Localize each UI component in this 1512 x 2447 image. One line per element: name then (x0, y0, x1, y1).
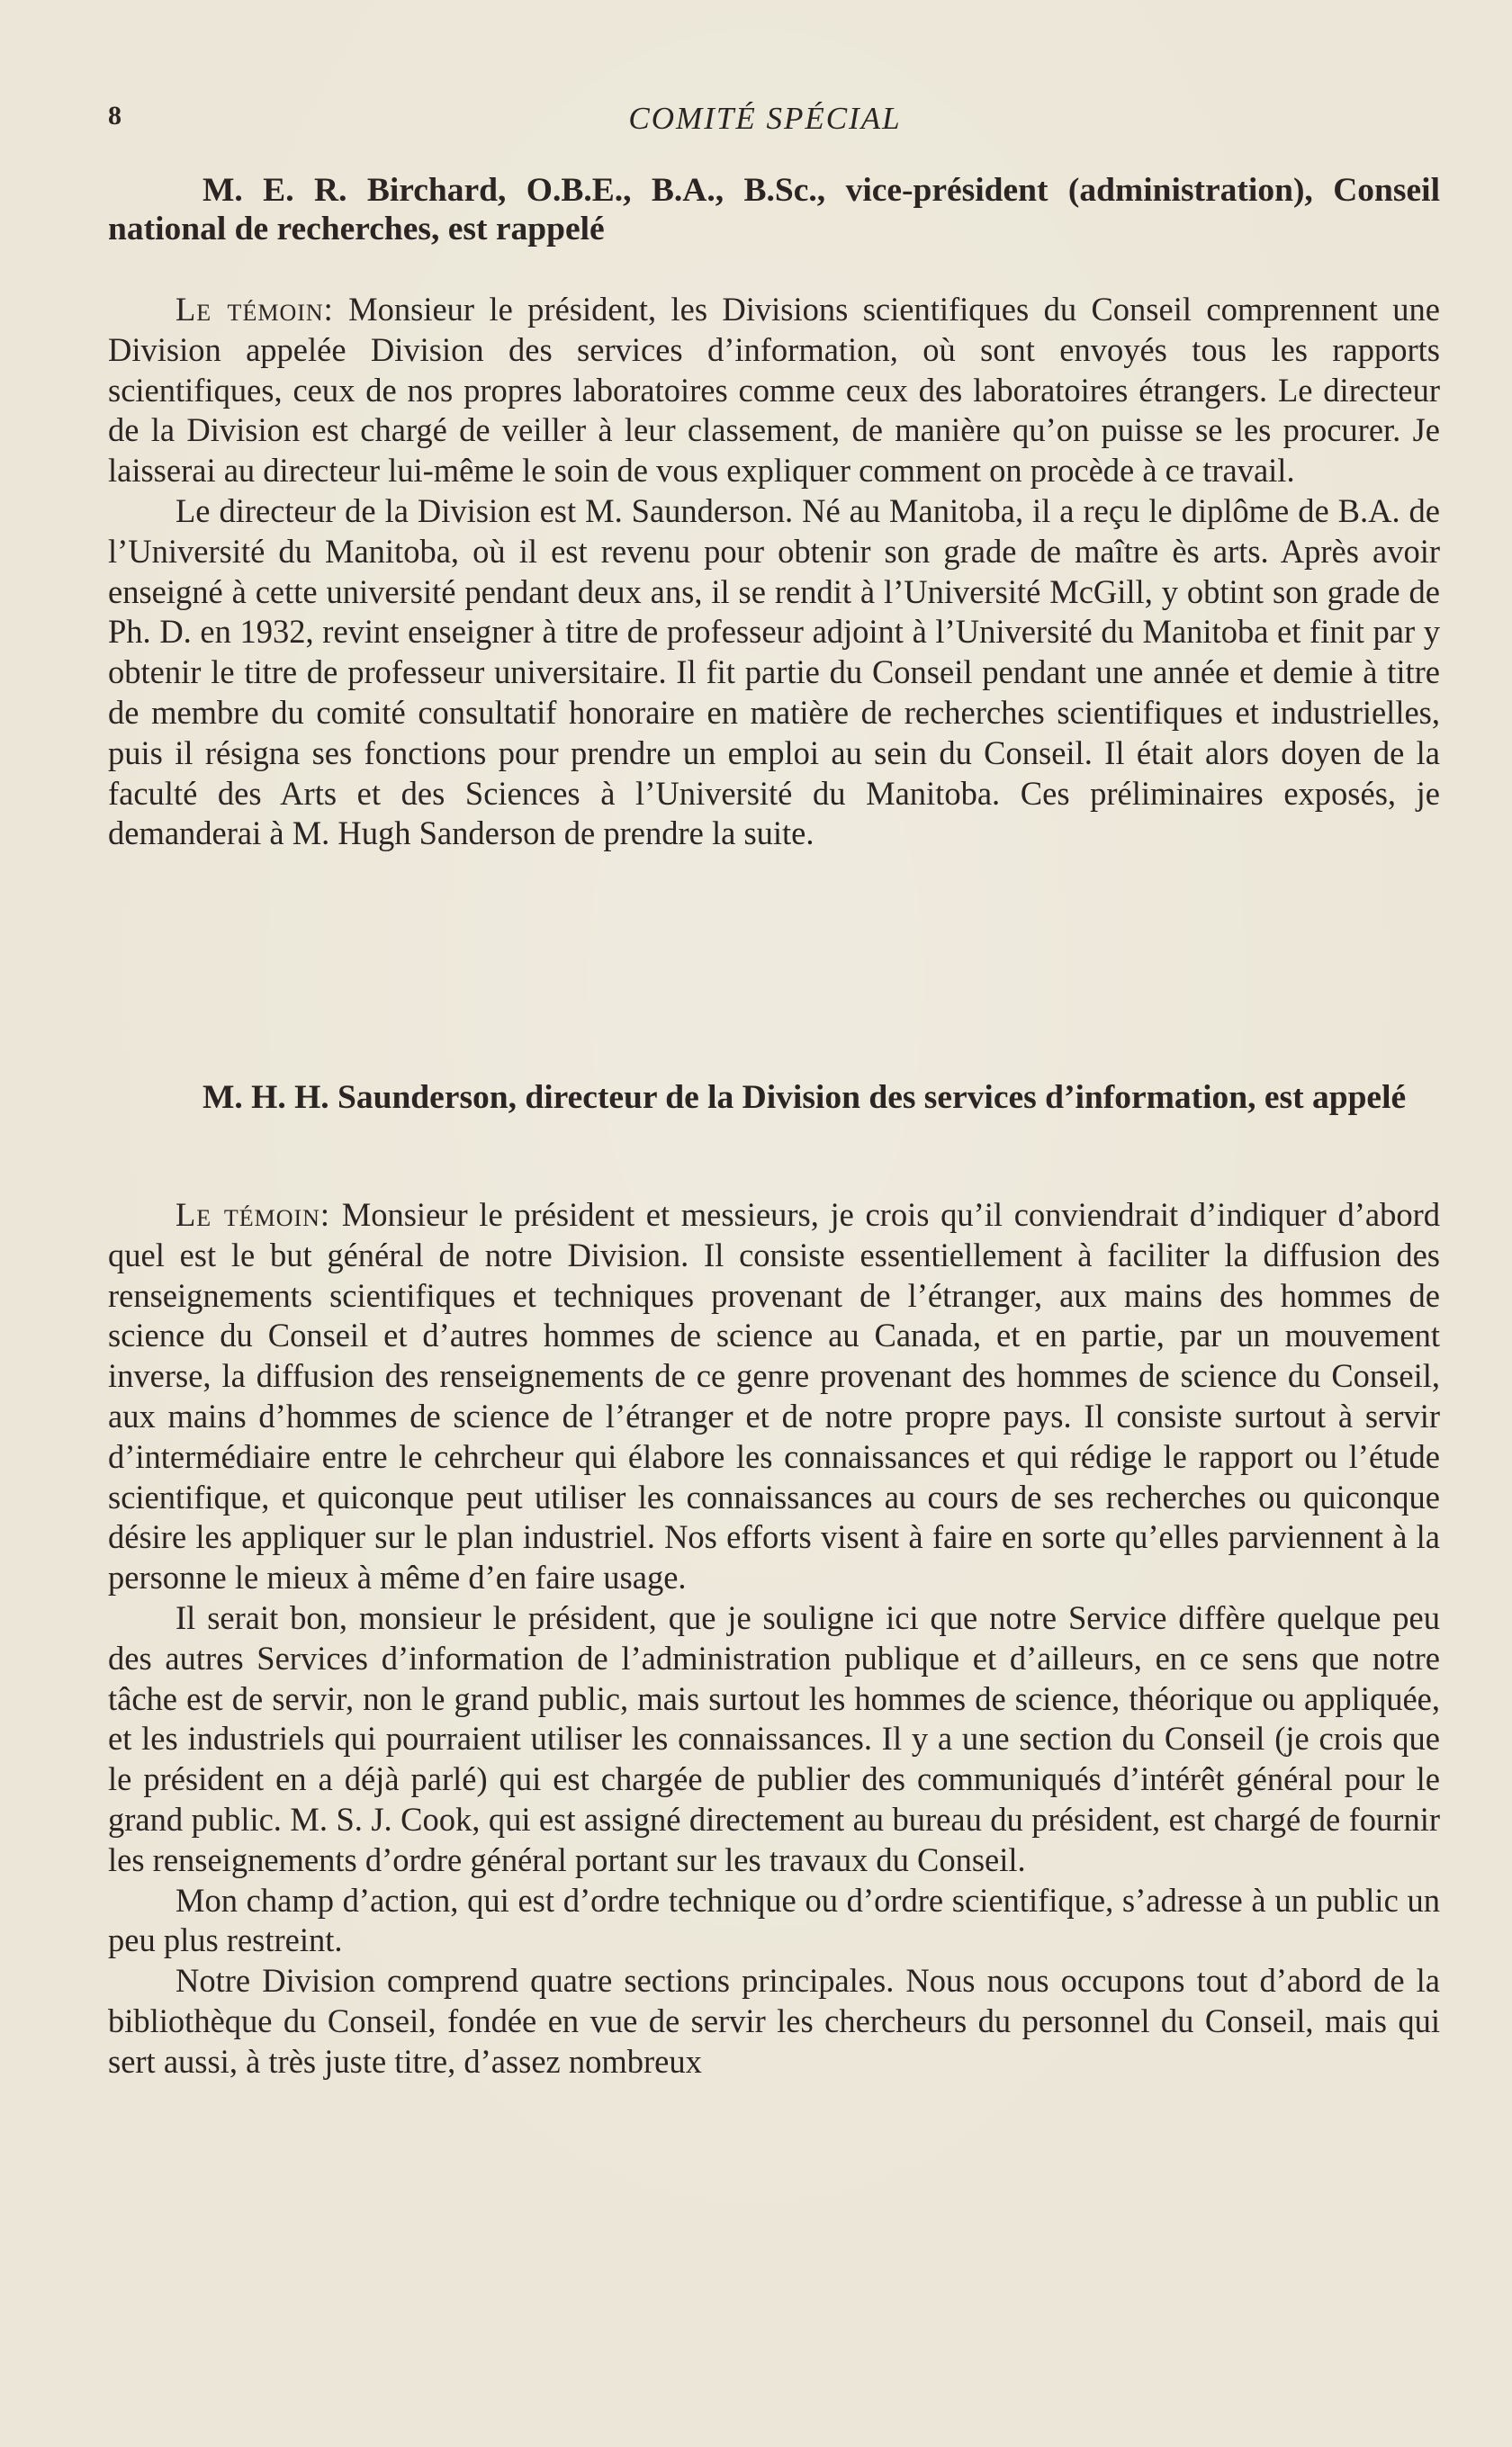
testimony-saunderson (108, 1195, 1440, 2083)
witness-heading-saunderson: M. H. H. Saunderson, directeur de la Division des services d’information, est appelé (202, 1079, 1407, 1116)
paragraph (108, 1195, 1440, 1598)
page-number: 8 (108, 101, 122, 130)
witness-heading-birchard: M. E. R. Birchard, O.B.E., B.A., B.Sc., vice-président (administration), Conseil national de recherches, est rappelé (108, 172, 1440, 247)
page-header (108, 101, 1422, 137)
paragraph: Le directeur de la Division est M. Saunderson. Né au Manitoba, il a reçu le diplôme de B.A. de l’Université du Manitoba, où il est revenu pour obtenir son grade de maître ès arts. Après avoir enseigné à cette université pendant deux ans, il se rendit à l’Université McGill, y obtint son grade de Ph. D. en 1932, revint enseigner à titre de professeur adjoint à l’Université du Manitoba et finit par y obtenir le titre de professeur universitaire. Il fit partie du Conseil pendant une année et demie à titre de membre du comité consultatif honoraire en matière de recherches scientifiques et industrielles, puis il résigna ses fonctions pour prendre un emploi au sein du Conseil. Il était alors doyen de la faculté des Arts et des Sciences à l’Université du Manitoba. Ces préliminaires exposés, je demanderai à M. Hugh Sanderson de prendre la suite. (108, 491, 1440, 852)
running-title: COMITÉ SPÉCIAL (628, 101, 902, 136)
paragraph (108, 290, 1440, 491)
paragraph-text: Monsieur le président et messieurs, je crois qu’il conviendrait d’indiquer d’abord quel est le but général de notre Division. Il consiste essentiellement à faciliter la diffusion des renseignements scientifiques et techniques provenant de l’étranger, aux mains des hommes de science du Conseil et d’autres hommes de science au Canada, et en partie, par un mouvement inverse, la diffusion des renseignements de ce genre provenant des hommes de science du Conseil, aux mains d’hommes de science de l’étranger et de notre propre pays. Il consiste surtout à servir d’intermédiaire entre le cehrcheur qui élabore les connaissances et qui rédige le rapport ou l’étude scientifique, et quiconque peut utiliser les connaissances au cours de ses recherches ou quiconque désire les appliquer sur le plan industriel. Nos efforts visent à faire en sorte qu’elles parviennent à la personne le mieux à même d’en faire usage. (108, 1196, 1440, 1597)
witness-heading-birchard-block (108, 171, 1440, 248)
paragraph: Mon champ d’action, qui est d’ordre technique ou d’ordre scientifique, s’adresse à un public un peu plus restreint. (108, 1881, 1440, 1959)
speaker-label: Le témoin: (176, 291, 334, 328)
paragraph: Il serait bon, monsieur le président, que je souligne ici que notre Service diffère quelque peu des autres Services d’information de l’administration publique et d’ailleurs, en ce sens que notre tâche est de servir, non le grand public, mais surtout les hommes de science, théorique ou appliquée, et les industriels qui pourraient utiliser les connaissances. Il y a une section du Conseil (je crois que le président en a déjà parlé) qui est chargée de publier des communiqués d’intérêt général pour le grand public. M. S. J. Cook, qui est assigné directement au bureau du président, est chargé de fournir les renseignements d’ordre général portant sur les travaux du Conseil. (108, 1598, 1440, 1878)
testimony-birchard (108, 290, 1440, 854)
paragraph-text: Monsieur le président, les Divisions scientifiques du Conseil comprennent une Division appelée Division des services d’information, où sont envoyés tous les rapports scientifiques, ceux de nos propres laboratoires comme ceux des laboratoires étrangers. Le directeur de la Division est chargé de veiller à leur classement, de manière qu’on puisse se les procurer. Je laisserai au directeur lui-même le soin de vous expliquer comment on procède à ce travail. (108, 291, 1440, 490)
paragraph: Notre Division comprend quatre sections principales. Nous nous occupons tout d’abord de la bibliothèque du Conseil, fondée en vue de servir les chercheurs du personnel du Conseil, mais qui sert aussi, à très juste titre, d’assez nombreux (108, 1962, 1440, 2080)
witness-heading-saunderson-block (108, 1078, 1440, 1117)
speaker-label: Le témoin: (176, 1196, 331, 1233)
